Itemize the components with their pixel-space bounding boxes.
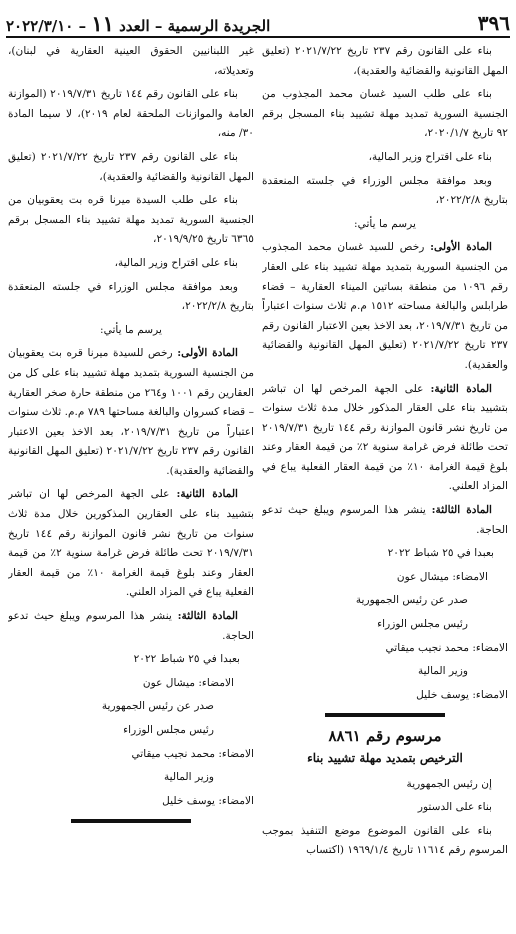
article-1 (8, 344, 254, 481)
signature-finance-minister: الامضاء: يوسف خليل (416, 688, 508, 701)
signature-finance-minister: الامضاء: يوسف خليل (162, 794, 254, 807)
paragraph: بناء على القانون رقم ٢٣٧ تاريخ ٢٠٢١/٧/٢٢ (تعليق المهل القانونية والقضائية والعقدية)، (8, 150, 254, 183)
finance-minister-title: وزير المالية (417, 665, 468, 678)
signature-president: الامضاء: ميشال عون (142, 676, 234, 689)
article-text: رخص للسيدة ميرنا قره بت يعقوبيان من الجنسية السورية بتمديد مهلة تشييد بناء على كل من العقارين رقم ١٠٠١ و٢٦٤ من منطقة حارة صخر العقارية – قضاء كسروان والبالغة مساحتها ٧٨٩ م.م. ثلاث سنوات اعتباراً من تاريخ ٢٠١٩/٧/٣١، بعد الاخذ بعين الاعتبار القانون رقم ٢٣٧ تاريخ ٢٠٢١/٧/٢٢ (تعليق المهل القانونية والقضائية والعقدية). (8, 347, 254, 477)
paragraph: بناء على الدستور (417, 801, 492, 814)
article-2 (262, 380, 508, 498)
issued-by: صدر عن رئيس الجمهورية (355, 594, 468, 607)
page-number: ٣٩٦ (477, 11, 510, 35)
issue-date: – ٢٠٢٢/٣/١٠ (6, 16, 87, 35)
paragraph: بناء على القانون رقم ٢٣٧ تاريخ ٢٠٢١/٧/٢٢ (تعليق المهل القانونية والقضائية والعقدية)، (262, 45, 508, 77)
decrees-heading: يرسم ما يأتي: (354, 217, 416, 230)
gazette-header (6, 11, 270, 36)
paragraph: بناء على القانون رقم ١٤٤ تاريخ ٢٠١٩/٧/٣١ (الموازنة العامة والموازنات الملحقة لعام ٢٠١٩)، لا سيما المادة ٣٠/ منه، (8, 88, 254, 140)
article-title: المادة الأولى: (430, 241, 492, 254)
signature-pm: الامضاء: محمد نجيب ميقاتي (385, 641, 508, 654)
section-divider (325, 713, 445, 717)
paragraph: غير اللبنانيين الحقوق العينية العقارية في لبنان)، وتعديلاته، (8, 45, 254, 77)
article-text: على الجهة المرخص لها ان تباشر بتشييد بناء على العقار المذكور خلال مدة ثلاث سنوات من تاريخ نشر قانون الموازنة رقم ١٤٤ تاريخ ٢٠١٩/٧/٣١ تحت طائلة فرض غرامة سنوية ٢٪ من قيمة العقار وعند بلوغ قيمة الغرامة ١٠٪ من قيمة العقار الفعلية يباع في المزاد العلني. (262, 382, 508, 493)
paragraph: وبعد موافقة مجلس الوزراء في جلسته المنعقدة بتاريخ ٢٠٢٢/٢/٨، (8, 280, 254, 313)
article-text: رخص للسيد غسان محمد المجذوب من الجنسية السورية بتمديد مهلة تشييد بناء على العقار رقم ١٠٩٦ من منطقة بساتين الميناء العقارية – قضاء طرابلس والبالغة مساحته ١٥١٢ م.م ثلاث سنوات اعتباراً من تاريخ ٢٠١٩/٧/٣١، بعد الاخذ بعين الاعتبار القانون رقم ٢٣٧ تاريخ ٢٠٢١/٧/٢٢ (تعليق المهل القانونية والقضائية والعقدية). (262, 241, 508, 371)
right-column (262, 42, 508, 928)
finance-minister-title: وزير المالية (163, 771, 214, 784)
paragraph: إن رئيس الجمهورية (406, 777, 492, 790)
article-text: ينشر هذا المرسوم ويبلغ حيث تدعو الحاجة. (8, 610, 254, 642)
paragraph: بناء على طلب السيدة ميرنا قره بت يعقوبيان من الجنسية السورية تمديد مهلة تشييد بناء المسجل برقم ٦٣٦٥ تاريخ ٢٠١٩/٩/٢٥، (8, 194, 254, 246)
article-2 (8, 485, 254, 603)
article-title: المادة الثانية: (176, 488, 238, 501)
paragraph: وبعد موافقة مجلس الوزراء في جلسته المنعقدة بتاريخ ٢٠٢٢/٢/٨، (262, 174, 508, 207)
section-divider (71, 819, 191, 823)
decree-subtitle: الترخيص بتمديد مهلة تشييد بناء (307, 751, 463, 765)
decrees-heading: يرسم ما يأتي: (100, 323, 162, 336)
article-text: على الجهة المرخص لها ان تباشر بتشييد بناء على العقارين المذكورين خلال مدة ثلاث سنوات من تاريخ نشر قانون الموازنة رقم ١٤٤ تاريخ ٢٠١٩/٧/٣١ تحت طائلة فرض غرامة سنوية ٢٪ من قيمة العقار وعند بلوغ قيمة الغرامة ١٠٪ من قيمة العقار الفعلية يباع في المزاد العلني. (8, 488, 254, 599)
paragraph: بناء على اقتراح وزير المالية، (114, 256, 238, 269)
signature-president: الامضاء: ميشال عون (396, 570, 488, 583)
article-title: المادة الثالثة: (431, 504, 493, 517)
article-title: المادة الثالثة: (177, 610, 239, 623)
date-line: بعبدا في ٢٥ شباط ٢٠٢٢ (387, 547, 494, 560)
article-3 (262, 501, 508, 540)
issue-number: ١١ (91, 10, 114, 36)
paragraph: بناء على القانون الموضوع موضع التنفيذ بموجب المرسوم رقم ١١٦١٤ تاريخ ١٩٦٩/١/٤ (اكتساب (262, 824, 508, 857)
page-header (6, 10, 510, 38)
article-1 (262, 238, 508, 375)
paragraph: بناء على طلب السيد غسان محمد المجذوب من الجنسية السورية تمديد مهلة تشييد بناء المسجل برقم ٩٢ تاريخ ٢٠٢٠/١/٧، (262, 88, 508, 140)
article-title: المادة الثانية: (430, 382, 492, 395)
pm-title: رئيس مجلس الوزراء (377, 618, 468, 631)
date-line: بعبدا في ٢٥ شباط ٢٠٢٢ (133, 653, 240, 666)
article-3 (8, 607, 254, 646)
left-column (8, 42, 254, 928)
decree-title: مرسوم رقم ٨٨٦١ (328, 727, 442, 746)
issued-by: صدر عن رئيس الجمهورية (101, 700, 214, 713)
paragraph: بناء على اقتراح وزير المالية، (368, 150, 492, 163)
article-text: ينشر هذا المرسوم ويبلغ حيث تدعو الحاجة. (262, 504, 508, 536)
pm-title: رئيس مجلس الوزراء (123, 724, 214, 736)
signature-pm: الامضاء: محمد نجيب ميقاتي (131, 747, 254, 760)
gazette-name: الجريدة الرسمية – العدد (119, 16, 271, 35)
article-title: المادة الأولى: (177, 347, 238, 360)
